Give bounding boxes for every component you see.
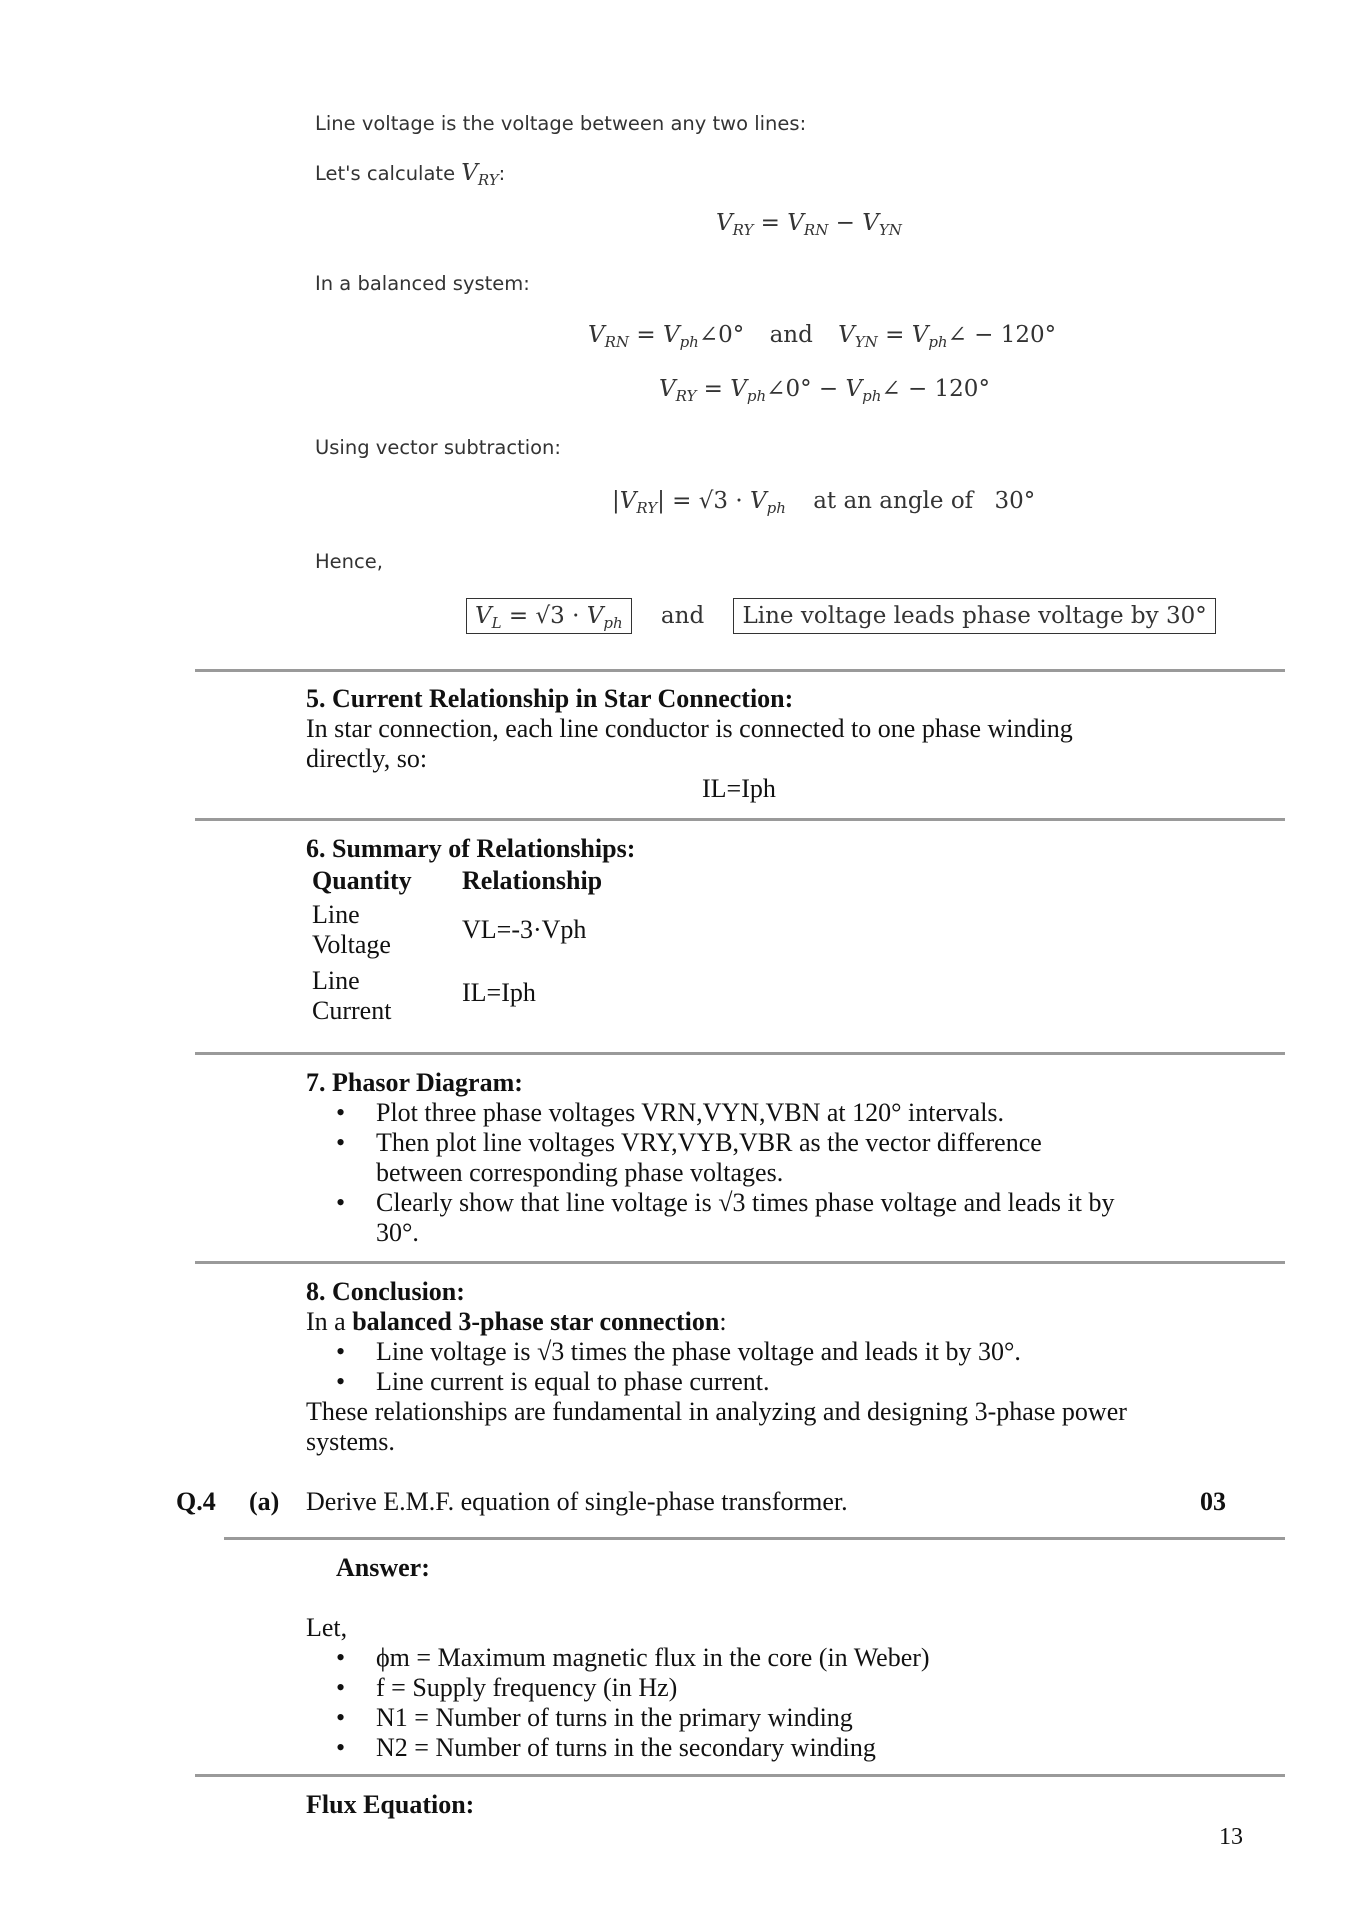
question-part: (a) [249, 1487, 280, 1516]
question-number: Q.4 [176, 1487, 216, 1516]
list-item: • Plot three phase voltages VRN,VYN,VBN at 120° intervals. [336, 1098, 1005, 1127]
hence-label: Hence, [315, 550, 383, 573]
let-label: Let, [306, 1613, 348, 1642]
boxed-line-voltage-formula: $V_L = √3 \cdot V_{ph}$ [466, 598, 632, 634]
equation-vry-magnitude: $|V_{RY}| = √3 \cdot V_{ph}$ at an angle of 30° [612, 488, 1036, 517]
list-item: • f = Supply frequency (in Hz) [336, 1673, 678, 1702]
divider [195, 1774, 1285, 1777]
quantity-cell: Line Voltage [312, 900, 391, 959]
section-6-title: 6. Summary of Relationships: [306, 834, 636, 863]
summary-table [306, 866, 608, 1026]
list-item: • Line voltage is √3 times the phase voltage and leads it by 30°. [336, 1337, 1021, 1366]
section-7-title: 7. Phasor Diagram: [306, 1068, 523, 1097]
section-5-title: 5. Current Relationship in Star Connection: [306, 684, 794, 713]
table-row [306, 900, 608, 960]
equation-phase-voltages: $V_{RN}$ = $V_{ph}\angle 0^\circ$ and $V_{YN}$ = $V_{ph}\angle - 120^\circ$ [588, 322, 1057, 351]
header-quantity: Quantity [312, 866, 412, 895]
section-5-line-2: directly, so: [306, 744, 428, 773]
list-item: • ϕm = Maximum magnetic flux in the core (in Weber) [336, 1643, 930, 1672]
page-number: 13 [1219, 1824, 1243, 1850]
relationship-cell: IL=Iph [462, 978, 536, 1007]
quantity-cell: Line Current [312, 966, 392, 1025]
calculate-vry-label: Let's calculate $V_{RY}$: [315, 160, 506, 189]
boxed-leads-statement: Line voltage leads phase voltage by 30° [733, 598, 1215, 634]
list-item: • Line current is equal to phase current. [336, 1367, 770, 1396]
question-marks: 03 [1200, 1487, 1226, 1516]
phasor-bullet-list [336, 1098, 1115, 1248]
balanced-system-label: In a balanced system: [315, 272, 530, 295]
section-8-intro: In a balanced 3-phase star connection: [306, 1307, 727, 1336]
flux-equation-heading: Flux Equation: [306, 1790, 475, 1819]
list-item: • Clearly show that line voltage is √3 times phase voltage and leads it by 30°. [336, 1188, 1115, 1247]
equation-vry-phase: $V_{RY}$ = $V_{ph}\angle 0^\circ$ − $V_{ph}\angle - 120^\circ$ [659, 376, 990, 405]
list-item: • Then plot line voltages VRY,VYB,VBR as the vector difference between corresponding phase voltages. [336, 1128, 1042, 1187]
table-row [306, 960, 608, 1026]
equation-vry-difference: $V_{RY} = V_{RN} - V_{YN}$ [716, 210, 902, 239]
section-8-closing-2: systems. [306, 1427, 395, 1456]
list-item: • N1 = Number of turns in the primary winding [336, 1703, 853, 1732]
divider [195, 669, 1285, 672]
list-item: • N2 = Number of turns in the secondary winding [336, 1733, 876, 1762]
divider [195, 1261, 1285, 1264]
header-relationship: Relationship [462, 866, 603, 895]
line-voltage-intro: Line voltage is the voltage between any two lines: [315, 112, 807, 135]
section-5-line-1: In star connection, each line conductor is connected to one phase winding [306, 714, 1073, 743]
divider [224, 1537, 1285, 1540]
section-8-title: 8. Conclusion: [306, 1277, 465, 1306]
relationship-cell: VL=-3·Vph [462, 915, 587, 944]
section-8-closing-1: These relationships are fundamental in analyzing and designing 3-phase power [306, 1397, 1127, 1426]
divider [195, 818, 1285, 821]
table-header-row [306, 866, 608, 900]
divider [195, 1052, 1285, 1055]
vector-subtraction-label: Using vector subtraction: [315, 436, 561, 459]
conclusion-bullet-list [336, 1337, 1021, 1397]
question-text: Derive E.M.F. equation of single-phase transformer. [306, 1487, 848, 1516]
definitions-bullet-list [336, 1643, 930, 1763]
section-5-equation: IL=Iph [702, 774, 776, 803]
answer-label: Answer: [336, 1553, 430, 1582]
equation-final-boxed: $V_L = √3 \cdot V_{ph}$ and Line voltage leads phase voltage by 30° [466, 598, 1216, 634]
